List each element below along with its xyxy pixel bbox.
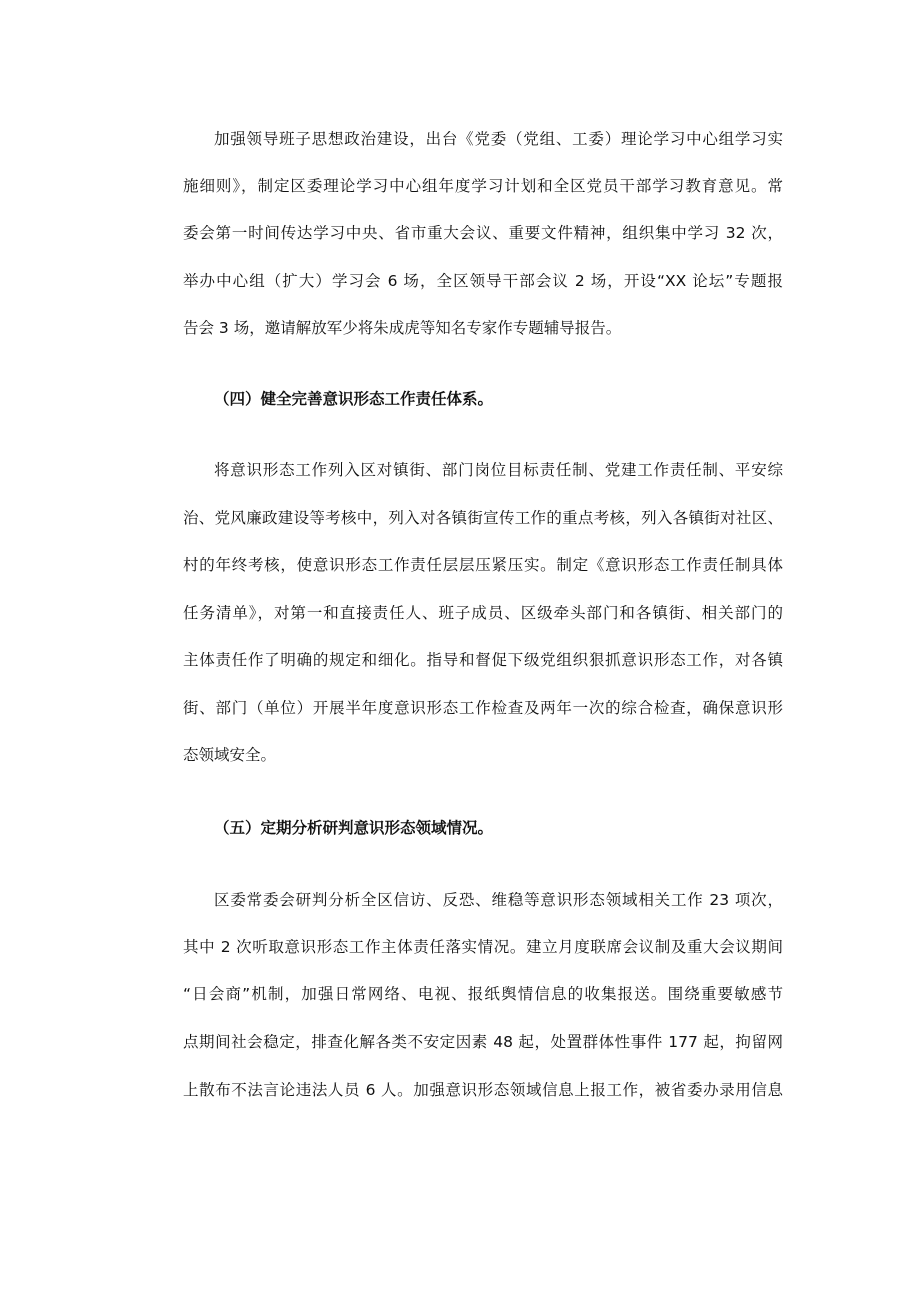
paragraph-3-line-4: 点期间社会稳定，排查化解各类不安定因素 48 起，处置群体性事件 177 起，拘留网 [183,1033,783,1051]
paragraph-3-line-3: “日会商”机制，加强日常网络、电视、报纸舆情信息的收集报送。围绕重要敏感节 [183,985,783,1003]
paragraph-2-line-4: 任务清单》，对第一和直接责任人、班子成员、区级牵头部门和各镇街、相关部门的 [183,604,783,622]
paragraph-3-line-1: 区委常委会研判分析全区信访、反恐、维稳等意识形态领域相关工作 23 项次， [214,891,783,909]
paragraph-2-line-2: 治、党风廉政建设等考核中，列入对各镇街宣传工作的重点考核，列入各镇街对社区、 [183,509,783,527]
paragraph-2-line-6: 街、部门（单位）开展半年度意识形态工作检查及两年一次的综合检查，确保意识形 [183,699,783,717]
section-heading-4: （四）健全完善意识形态工作责任体系。 [214,390,494,408]
section-heading-5: （五）定期分析研判意识形态领域情况。 [214,819,494,837]
paragraph-1-line-3: 委会第一时间传达学习中央、省市重大会议、重要文件精神，组织集中学习 32 次， [183,224,783,242]
paragraph-2-line-7: 态领域安全。 [183,746,277,764]
paragraph-3-line-2: 其中 2 次听取意识形态工作主体责任落实情况。建立月度联席会议制及重大会议期间 [183,938,783,956]
paragraph-3-line-5: 上散布不法言论违法人员 6 人。加强意识形态领域信息上报工作，被省委办录用信息 [183,1081,783,1099]
paragraph-1-line-2: 施细则》，制定区委理论学习中心组年度学习计划和全区党员干部学习教育意见。常 [183,177,783,195]
paragraph-2-line-3: 村的年终考核，使意识形态工作责任层层压紧压实。制定《意识形态工作责任制具体 [183,556,783,574]
paragraph-1-line-4: 举办中心组（扩大）学习会 6 场，全区领导干部会议 2 场，开设“XX 论坛”专题报 [183,272,783,290]
paragraph-2-line-5: 主体责任作了明确的规定和细化。指导和督促下级党组织狠抓意识形态工作，对各镇 [183,651,783,669]
paragraph-1-line-5: 告会 3 场，邀请解放军少将朱成虎等知名专家作专题辅导报告。 [183,319,622,337]
paragraph-2-line-1: 将意识形态工作列入区对镇街、部门岗位目标责任制、党建工作责任制、平安综 [214,461,783,479]
paragraph-1-line-1: 加强领导班子思想政治建设，出台《党委（党组、工委）理论学习中心组学习实 [214,130,783,148]
